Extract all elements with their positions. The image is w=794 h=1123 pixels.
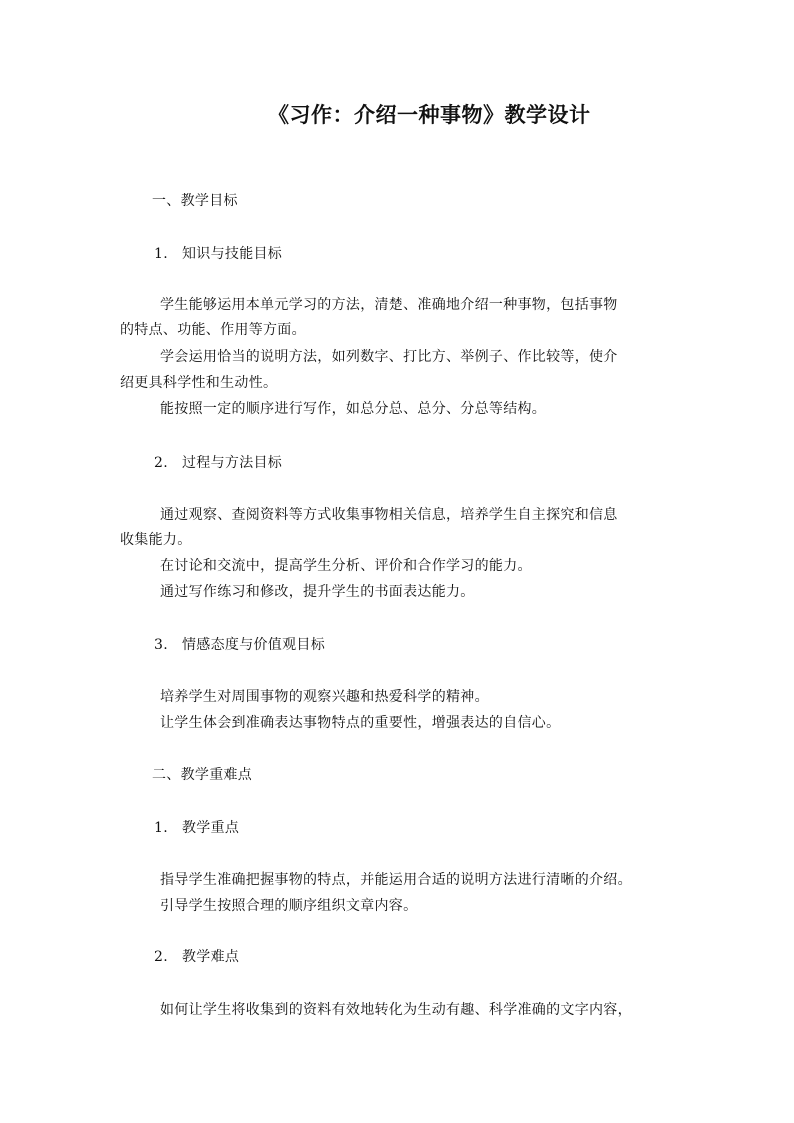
paragraph-line: 学生能够运用本单元学习的方法，清楚、准确地介绍一种事物，包括事物	[160, 297, 618, 313]
subsection-title: 教学难点	[182, 949, 240, 965]
subsection-title: 过程与方法目标	[182, 455, 283, 471]
paragraph-line: 学会运用恰当的说明方法，如列数字、打比方、举例子、作比较等，使介	[160, 349, 618, 365]
paragraph-line: 能按照一定的顺序进行写作，如总分总、总分、分总等结构。	[160, 401, 547, 417]
paragraph-line: 收集能力。	[120, 532, 192, 548]
section-heading-key-difficult-points: 二、教学重难点	[152, 767, 253, 783]
subsection-title: 情感态度与价值观目标	[182, 637, 325, 653]
subsection-heading-attitude-values	[154, 634, 325, 656]
paragraph-line: 的特点、功能、作用等方面。	[120, 322, 306, 338]
paragraph-line: 通过观察、查阅资料等方式收集事物相关信息，培养学生自主探究和信息	[160, 507, 618, 523]
paragraph-line: 培养学生对周围事物的观察兴趣和热爱科学的精神。	[160, 689, 489, 705]
subsection-number: 2.	[154, 949, 168, 965]
subsection-number: 3.	[154, 637, 168, 653]
paragraph-line: 让学生体会到准确表达事物特点的重要性，增强表达的自信心。	[160, 715, 561, 731]
subsection-number: 2.	[154, 455, 168, 471]
page-title: 《习作：介绍一种事物》教学设计	[268, 102, 591, 127]
paragraph-line: 绍更具科学性和生动性。	[120, 375, 278, 391]
subsection-title: 教学重点	[182, 820, 240, 836]
section-heading-teaching-goals: 一、教学目标	[152, 193, 238, 209]
paragraph-line: 引导学生按照合理的顺序组织文章内容。	[160, 898, 418, 914]
subsection-heading-difficult-points	[154, 946, 239, 968]
paragraph-line: 通过写作练习和修改，提升学生的书面表达能力。	[160, 584, 475, 600]
paragraph-line: 指导学生准确把握事物的特点，并能运用合适的说明方法进行清晰的介绍。	[160, 872, 632, 888]
subsection-heading-key-points	[154, 817, 239, 839]
paragraph-line: 如何让学生将收集到的资料有效地转化为生动有趣、科学准确的文字内容，	[160, 1002, 632, 1018]
subsection-number: 1.	[154, 246, 168, 262]
subsection-number: 1.	[154, 820, 168, 836]
subsection-title: 知识与技能目标	[182, 246, 283, 262]
subsection-heading-knowledge-skills	[154, 243, 282, 265]
paragraph-line: 在讨论和交流中，提高学生分析、评价和合作学习的能力。	[160, 558, 532, 574]
subsection-heading-process-methods	[154, 452, 282, 474]
